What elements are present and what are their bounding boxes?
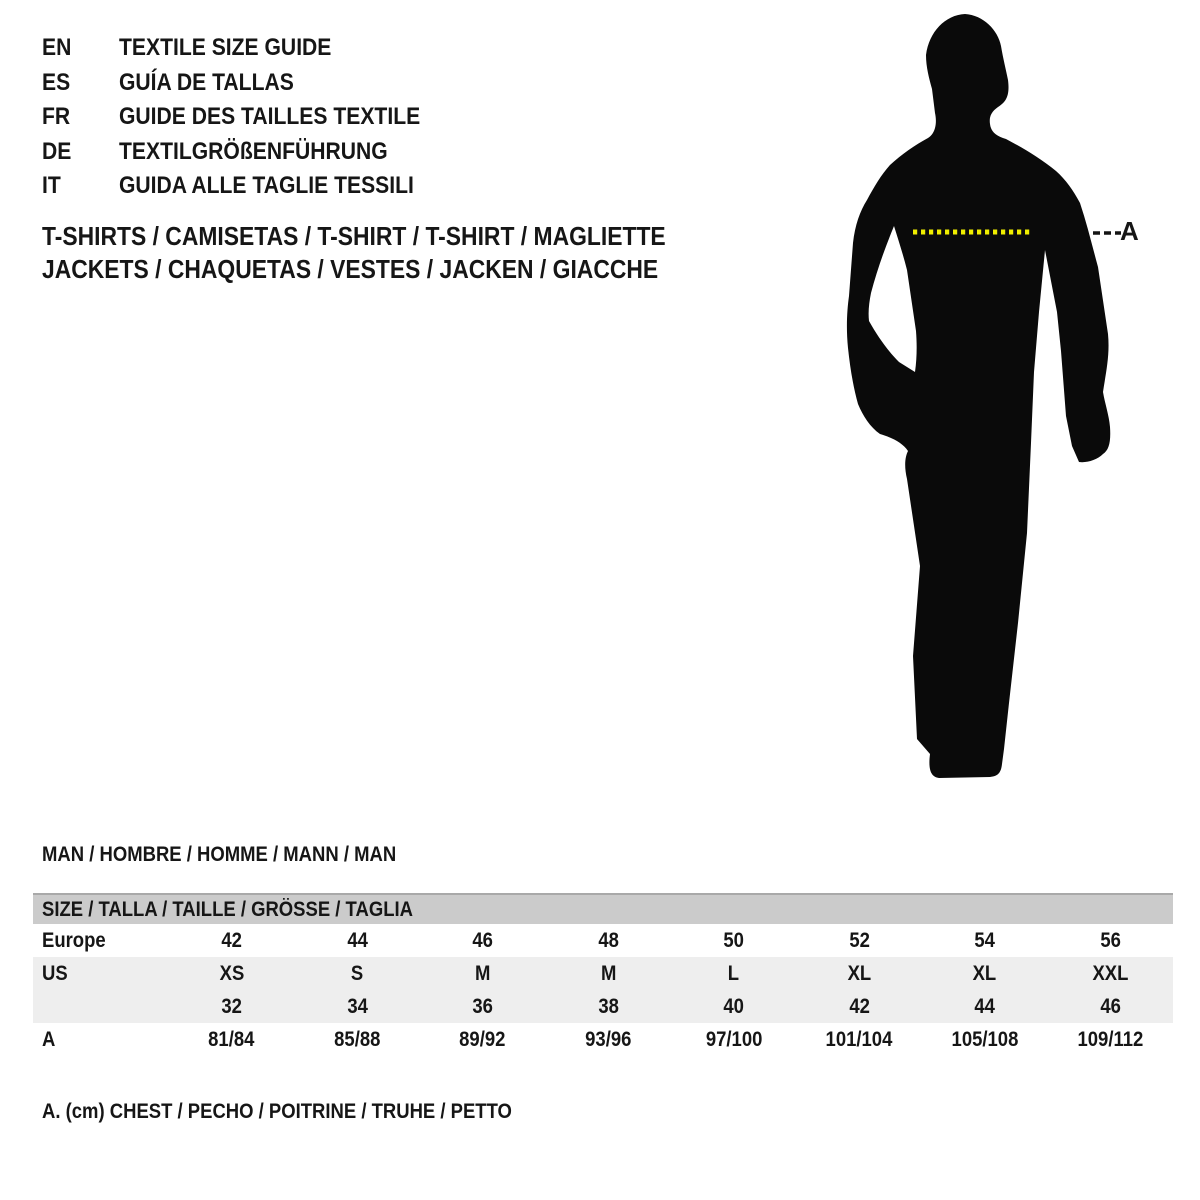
language-row-fr [42,100,461,135]
size-table-header [33,893,1173,924]
category-line-tshirts-text: T-SHIRTS / CAMISETAS / T-SHIRT / T-SHIRT / MAGLIETTE [42,221,666,251]
language-code: FR [42,103,71,131]
language-title: GUÍA DE TALLAS [119,68,294,96]
size-cell: 85/88 [334,1027,381,1051]
size-cell: XL [972,961,997,985]
size-cell: 109/112 [1077,1027,1144,1051]
size-cell: 105/108 [951,1027,1019,1051]
section-title-man-text: MAN / HOMBRE / HOMME / MANN / MAN [42,843,397,866]
man-silhouette [847,14,1110,778]
size-cell: 44 [974,994,996,1018]
size-cell: 52 [848,928,870,952]
language-code: DE [42,137,72,165]
size-cell: 93/96 [585,1027,632,1051]
language-row-de [42,135,461,170]
language-title: GUIDE DES TAILLES TEXTILE [119,103,421,131]
size-table-header-text: SIZE / TALLA / TAILLE / GRÖSSE / TAGLIA [42,898,413,921]
language-code: ES [42,68,71,96]
language-code: EN [42,34,72,62]
size-cell: 89/92 [459,1027,506,1051]
size-cell: 44 [346,928,368,952]
size-cell: 50 [723,928,745,952]
size-cell: M [600,961,616,985]
size-cell: L [728,961,740,985]
size-cell: 101/104 [825,1027,893,1051]
size-cell: 40 [723,994,745,1018]
size-table-row-numeric-2 [33,990,1173,1023]
size-cell: 46 [1099,994,1121,1018]
row-label: A [42,1027,56,1051]
language-row-en [42,31,461,66]
size-table [33,893,1173,1056]
language-code: IT [42,172,61,200]
size-cell: 36 [472,994,494,1018]
size-cell: 97/100 [705,1027,763,1051]
category-line-jackets-text: JACKETS / CHAQUETAS / VESTES / JACKEN / GIACCHE [42,254,659,284]
measurement-footnote [42,1100,576,1124]
man-silhouette-svg [840,10,1130,790]
size-cell: 48 [597,928,619,952]
section-title-man [42,843,444,867]
category-line-jackets [42,253,751,286]
size-cell: 34 [346,994,368,1018]
size-cell: 42 [221,928,243,952]
category-line-tshirts [42,220,751,253]
man-silhouette-figure [840,10,1139,790]
size-cell: XL [847,961,872,985]
size-table-body [33,924,1173,1056]
language-row-es [42,66,461,101]
language-row-it [42,169,461,204]
size-cell: 42 [848,994,870,1018]
size-table-row-a [33,1023,1173,1056]
language-title: GUIDA ALLE TAGLIE TESSILI [119,172,414,200]
measurement-footnote-text: A. (cm) CHEST / PECHO / POITRINE / TRUHE / PETTO [42,1100,512,1123]
row-label: US [42,961,68,985]
product-categories [42,220,751,286]
language-title-list [42,31,461,204]
size-table-row-us [33,957,1173,990]
size-cell: 81/84 [208,1027,255,1051]
size-cell: 32 [221,994,243,1018]
size-cell: 46 [472,928,494,952]
row-label [33,995,169,1019]
measure-label-a: A [1120,216,1139,246]
size-cell: XS [219,961,245,985]
language-title: TEXTILE SIZE GUIDE [119,34,332,62]
size-cell: S [351,961,364,985]
row-label: Europe [42,928,106,952]
size-table-row-europe [33,924,1173,957]
size-cell: 54 [974,928,996,952]
language-title: TEXTILGRÖßENFÜHRUNG [119,137,388,165]
size-cell: 56 [1099,928,1121,952]
size-cell: M [475,961,491,985]
size-cell: XXL [1092,961,1129,985]
size-cell: 38 [597,994,619,1018]
